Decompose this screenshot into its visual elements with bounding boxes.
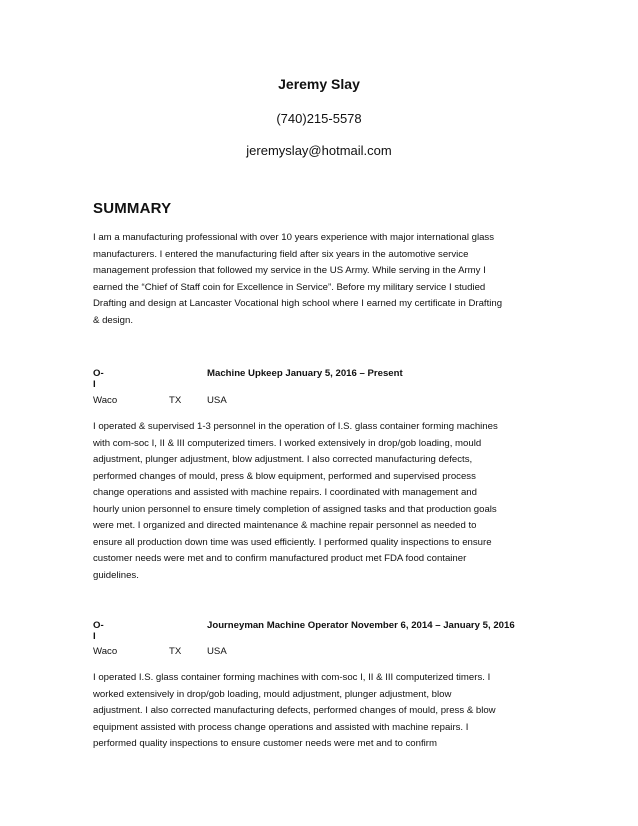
job-1-desc-line: were met. I organized and directed maintenance & machine repair personnel as needed to [93,520,477,531]
job-2-desc-line: performed quality inspections to ensure customer needs were met and to confirm [93,738,437,749]
job-1-desc-line: ensure all production down time was used efficiently. I performed quality inspections to ensure [93,536,492,548]
job-2-description [93,670,553,753]
job-1-desc-line: performed changes of mould, press & blow equipment, performed and supervised process [93,470,476,482]
job-1-desc-line: I operated & supervised 1-3 personnel in the operation of I.S. glass container forming machines [93,421,498,432]
job-2-city: Waco [93,646,118,657]
summary-line: manufacturers. I entered the manufacturing field after six years in the automotive service [93,248,469,260]
job-1-desc-line: adjustment, plunger adjustment, blow adjustment. I also corrected manufacturing defects, [93,454,473,465]
summary-line: earned the “Chief of Staff coin for Excellence in Service”. Before my military service I studied [93,281,486,293]
job-1-desc-line: change operations and assisted with machine repairs. I coordinated with management and [93,487,477,498]
summary-line: management profession that followed my service in the US Army. While serving in the Army I [93,265,486,276]
job-1-company: O-I [93,368,104,390]
email-address: jeremyslay@hotmail.com [246,143,392,158]
job-2-desc-line: I operated I.S. glass container forming machines with com-soc I, II & III computerized timers. I [93,672,491,683]
job-2-company: O-I [93,620,104,642]
job-2-country: USA [207,646,227,657]
phone-number: (740)215-5578 [276,111,362,126]
job-2-title-dates: Journeyman Machine Operator November 6, 2014 – January 5, 2016 [207,620,515,631]
job-2-desc-line: adjustment. I also corrected manufacturing defects, performed changes of mould, press & blow [93,705,496,716]
job-2-state: TX [169,646,182,657]
summary-paragraph [93,230,553,329]
job-1-desc-line: customer needs were met and to confirm manufactured product met FDA food container [93,553,467,564]
summary-line: & design. [93,314,134,326]
job-2-desc-line: worked extensively in drop/gob loading, mould adjustment, plunger adjustment, blow [93,688,452,700]
job-1-title-dates: Machine Upkeep January 5, 2016 – Present [207,368,403,379]
job-1-desc-line: guidelines. [93,569,139,581]
job-1-desc-line: hourly union personnel to ensure timely completion of assigned tasks and that production goals [93,503,497,515]
job-1-state: TX [169,395,182,406]
candidate-name: Jeremy Slay [278,76,360,92]
job-1-city: Waco [93,395,118,406]
job-2-desc-line: equipment assisted with process change operations and assisted with machine repairs. I [93,721,469,733]
job-1-desc-line: with com-soc I, II & III computerized timers. I worked extensively in drop/gob loading, mould [93,437,482,449]
job-1-country: USA [207,395,227,406]
summary-heading: SUMMARY [93,200,172,217]
job-1-description [93,419,553,584]
summary-line: Drafting and design at Lancaster Vocational high school where I earned my certificate in Drafting [93,298,503,309]
summary-line: I am a manufacturing professional with over 10 years experience with major international glass [93,232,495,243]
